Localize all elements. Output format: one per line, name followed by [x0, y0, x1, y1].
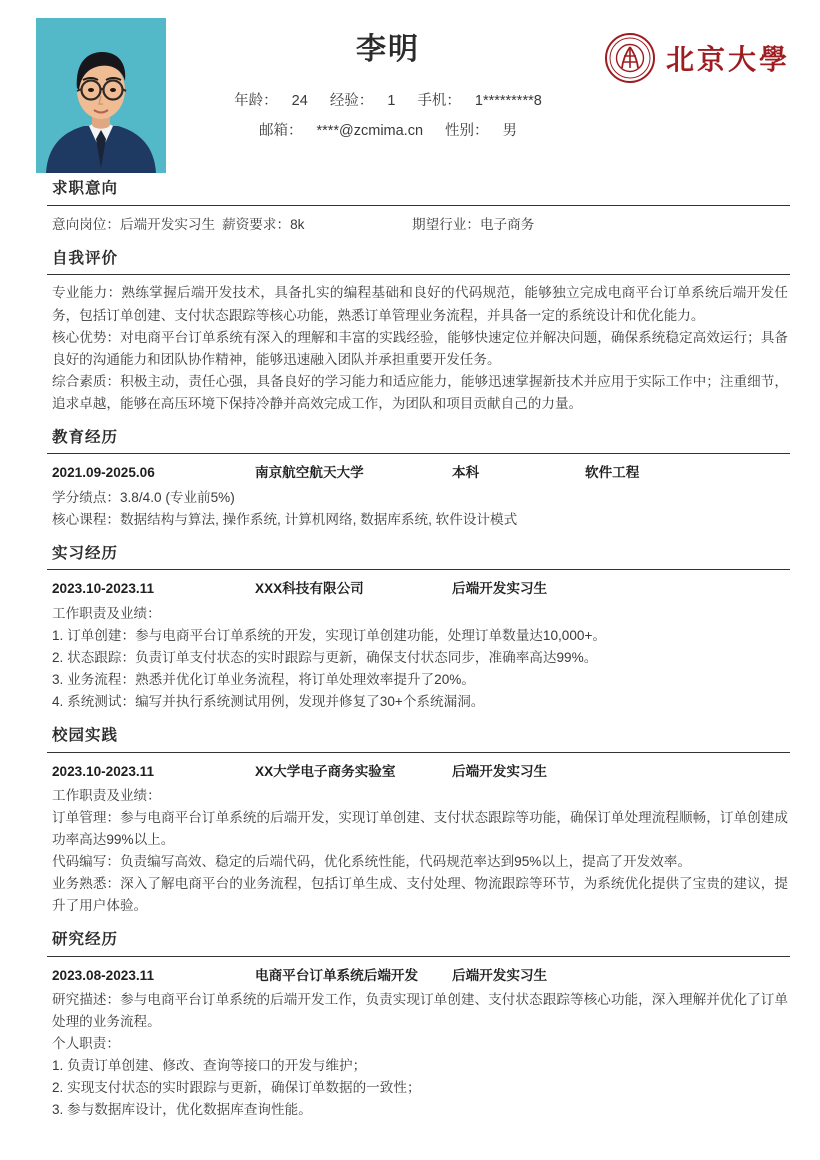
education-major: 软件工程: [585, 465, 640, 481]
job-intention-right: [412, 213, 788, 236]
campus-organization: XX大学电子商务实验室: [255, 763, 396, 779]
position-label: 意向岗位：: [52, 216, 120, 232]
campus-role: 后端开发实习生: [452, 763, 548, 779]
education-courses: 核心课程：数据结构与算法, 操作系统, 计算机网络, 数据库系统, 软件设计模式: [52, 511, 518, 527]
section-divider: [47, 956, 790, 957]
section-divider: [47, 752, 790, 753]
research-description: 研究描述：参与电商平台订单系统的后端开发工作，负责实现订单创建、支付状态跟踪等核心功能，深入理解并优化了订单处理的业务流程。: [52, 992, 788, 1030]
internship-date: 2023.10-2023.11: [52, 581, 155, 597]
university-logo: [620, 18, 790, 84]
section-divider: [47, 274, 790, 275]
section-title-research: 研究经历: [52, 931, 119, 949]
internship-company: XXX科技有限公司: [255, 581, 364, 597]
campus-date: 2023.10-2023.11: [52, 763, 155, 779]
internship-item: 4. 系统测试：编写并执行系统测试用例，发现并修复了30+个系统漏洞。: [52, 693, 485, 709]
education-degree: 本科: [452, 465, 480, 481]
internship-entry-row: [52, 577, 788, 601]
resume-header: [0, 0, 820, 178]
contact-line-2: [166, 118, 610, 146]
self-eval-paragraph: 专业能力：熟练掌握后端开发技术，具备扎实的编程基础和良好的代码规范，能够独立完成电商平台订单系统后端开发任务，包括订单创建、支付状态跟踪等核心功能，熟悉订单管理业务流程，并具备一定的系统设计和优化能力。: [52, 285, 788, 323]
section-self-evaluation: [30, 248, 790, 415]
campus-entry-row: [52, 760, 788, 784]
research-duty-item: 3. 参与数据库设计，优化数据库查询性能。: [52, 1102, 312, 1118]
education-gpa: 学分绩点：3.8/4.0 (专业前5%): [52, 489, 235, 505]
self-eval-paragraph: 综合素质：积极主动，责任心强，具备良好的学习能力和适应能力，能够迅速掌握新技术并应用于实际工作中；注重细节，追求卓越，能够在高压环境下保持冷静并高效完成工作，为团队和项目贡献自己的力量。: [52, 373, 788, 411]
portrait-illustration: [36, 18, 166, 173]
research-role: 后端开发实习生: [452, 967, 548, 983]
campus-item: 订单管理：参与电商平台订单系统的后端开发，实现订单创建、支付状态跟踪等功能，确保订单处理流程顺畅，订单创建成功率高达99%以上。: [52, 810, 788, 848]
campus-item: 业务熟悉：深入了解电商平台的业务流程，包括订单生成、支付处理、物流跟踪等环节，为系统优化提供了宝贵的建议，提升了用户体验。: [52, 876, 788, 914]
section-research: [30, 929, 790, 1121]
research-entry-row: [52, 964, 788, 988]
experience-label: 经验：: [329, 93, 374, 109]
industry-label: 期望行业：: [412, 216, 480, 232]
internship-subtitle: 工作职责及业绩：: [52, 605, 161, 621]
campus-item: 代码编写：负责编写高效、稳定的后端代码，优化系统性能，代码规范率达到95%以上，提高了开发效率。: [52, 854, 691, 870]
section-job-intention: [30, 178, 790, 236]
age-value: 24: [291, 93, 308, 109]
section-divider: [47, 205, 790, 206]
job-intention-left: [52, 213, 412, 236]
candidate-photo: [36, 18, 166, 173]
internship-item: 1. 订单创建：参与电商平台订单系统的开发，实现订单创建功能，处理订单数量达10,000+。: [52, 627, 607, 643]
research-date: 2023.08-2023.11: [52, 967, 155, 983]
candidate-name: 李明: [356, 33, 420, 66]
internship-role: 后端开发实习生: [452, 581, 548, 597]
research-project: 电商平台订单系统后端开发: [255, 967, 419, 983]
internship-item: 2. 状态跟踪：负责订单支付状态的实时跟踪与更新，确保支付状态同步，准确率高达99%。: [52, 649, 598, 665]
campus-subtitle: 工作职责及业绩：: [52, 788, 161, 804]
section-campus-practice: [30, 725, 790, 917]
email-label: 邮箱：: [258, 122, 303, 139]
phone-value: 1*********8: [474, 93, 542, 109]
age-label: 年龄：: [234, 93, 278, 109]
section-education: [30, 427, 790, 531]
research-duty-item: 2. 实现支付状态的实时跟踪与更新，确保订单数据的一致性；: [52, 1080, 421, 1096]
section-title-campus-practice: 校园实践: [52, 727, 119, 744]
section-title-self-evaluation: 自我评价: [52, 249, 119, 267]
section-title-education: 教育经历: [52, 428, 119, 446]
research-duty-item: 1. 负责订单创建、修改、查询等接口的开发与维护；: [52, 1058, 367, 1074]
email-value: ****@zcmima.cn: [316, 122, 424, 139]
research-duties-subtitle: 个人职责：: [52, 1036, 120, 1052]
salary-label: 薪资要求：: [222, 216, 291, 232]
gender-label: 性别：: [445, 122, 489, 139]
section-divider: [47, 569, 790, 570]
section-title-job-intention: 求职意向: [52, 180, 119, 197]
university-name: 北京大學: [665, 45, 790, 76]
phone-label: 手机：: [417, 93, 461, 109]
position-value: 后端开发实习生: [119, 216, 216, 232]
peking-university-seal-icon: [604, 32, 656, 84]
gender-value: 男: [502, 122, 518, 139]
internship-item: 3. 业务流程：熟悉并优化订单业务流程，将订单处理效率提升了20%。: [52, 671, 475, 687]
experience-value: 1: [387, 93, 396, 109]
header-identity: [166, 18, 620, 145]
education-school: 南京航空航天大学: [255, 465, 364, 481]
education-date: 2021.09-2025.06: [52, 465, 155, 481]
section-divider: [47, 453, 790, 454]
education-entry-row: [52, 461, 788, 485]
job-intention-row: [52, 213, 788, 236]
industry-value: 电子商务: [479, 216, 535, 232]
self-eval-paragraph: 核心优势：对电商平台订单系统有深入的理解和丰富的实践经验，能够快速定位并解决问题，确保系统稳定高效运行；具备良好的沟通能力和团队协作精神，能够迅速融入团队并承担重要开发任务。: [52, 329, 788, 367]
section-internship: [30, 543, 790, 713]
contact-line-1: [166, 88, 610, 116]
section-title-internship: 实习经历: [52, 544, 119, 562]
salary-value: 8k: [290, 216, 305, 232]
